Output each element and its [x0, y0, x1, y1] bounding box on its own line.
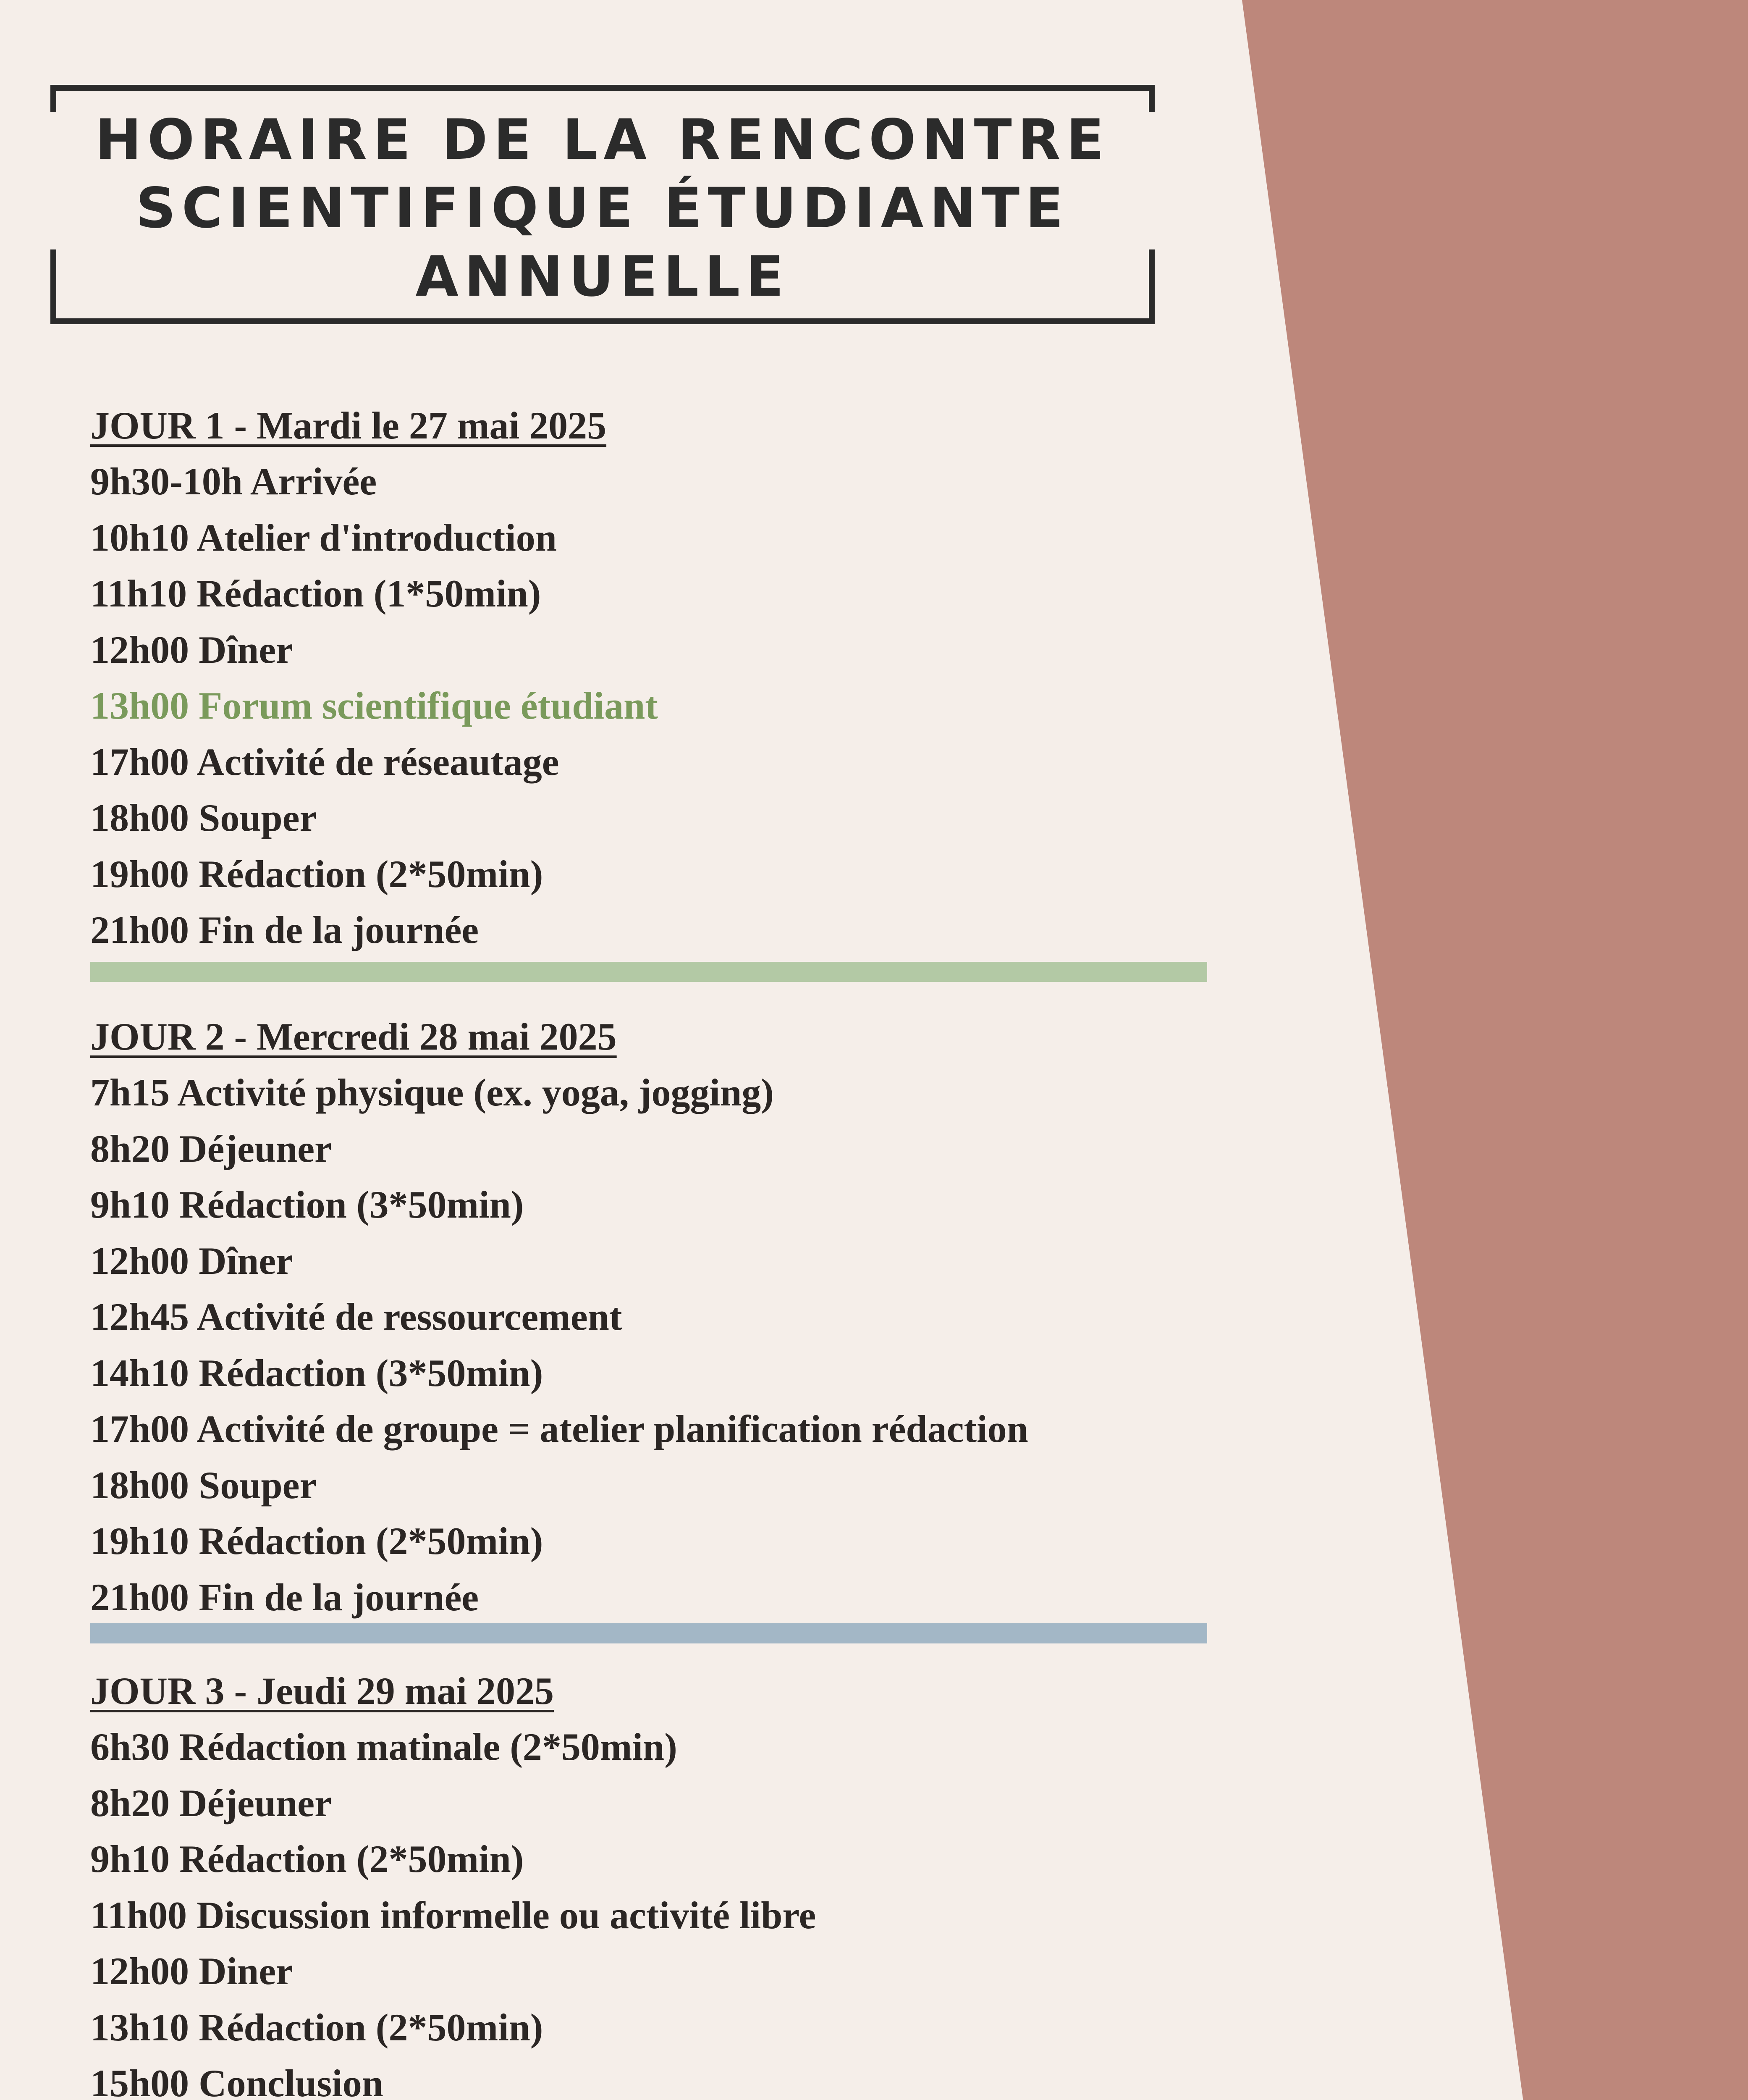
schedule-item: 11h00 Discussion informelle ou activité libre — [90, 1893, 816, 1937]
schedule-item: 14h10 Rédaction (3*50min) — [90, 1351, 543, 1394]
title-line-1: HORAIRE DE LA RENCONTRE — [95, 108, 1110, 172]
schedule-item: 10h10 Atelier d'introduction — [90, 516, 557, 559]
schedule-item: 8h20 Déjeuner — [90, 1781, 332, 1824]
day-3-schedule — [90, 1719, 1207, 2100]
page-title — [50, 106, 1155, 311]
day-2-schedule — [90, 1065, 1207, 1625]
schedule-item: 7h15 Activité physique (ex. yoga, jogging) — [90, 1071, 774, 1114]
schedule-item: 17h00 Activité de réseautage — [90, 740, 559, 783]
schedule-item: 18h00 Souper — [90, 796, 317, 839]
day-1-schedule — [90, 454, 1207, 958]
day-1-divider — [90, 962, 1207, 982]
day-1-heading: JOUR 1 - Mardi le 27 mai 2025 — [90, 404, 607, 447]
schedule-item: 21h00 Fin de la journée — [90, 1575, 479, 1619]
schedule-item: 18h00 Souper — [90, 1463, 317, 1507]
schedule-item: 19h00 Rédaction (2*50min) — [90, 852, 543, 895]
schedule-item: 17h00 Activité de groupe = atelier planification rédaction — [90, 1407, 1028, 1450]
schedule-item: 8h20 Déjeuner — [90, 1127, 332, 1170]
schedule-item-highlighted: 13h00 Forum scientifique étudiant — [90, 684, 658, 727]
day-3-heading: JOUR 3 - Jeudi 29 mai 2025 — [90, 1670, 554, 1712]
schedule-item: 12h00 Dîner — [90, 1239, 293, 1282]
schedule-item: 19h10 Rédaction (2*50min) — [90, 1520, 543, 1562]
schedule-item: 15h00 Conclusion — [90, 2062, 383, 2100]
schedule-item: 9h10 Rédaction (2*50min) — [90, 1838, 524, 1880]
day-2-section — [90, 1009, 1207, 1625]
schedule-item: 21h00 Fin de la journée — [90, 908, 479, 951]
day-2-heading: JOUR 2 - Mercredi 28 mai 2025 — [90, 1015, 617, 1058]
day-1-section — [90, 398, 1207, 958]
title-frame — [50, 85, 1155, 324]
schedule-item: 12h45 Activité de ressourcement — [90, 1295, 622, 1338]
schedule-item: 13h10 Rédaction (2*50min) — [90, 2006, 543, 2049]
title-line-2: SCIENTIFIQUE ÉTUDIANTE — [136, 176, 1069, 241]
title-line-3: ANNUELLE — [415, 244, 790, 309]
schedule-item: 11h10 Rédaction (1*50min) — [90, 572, 541, 615]
day-3-section — [90, 1663, 1207, 2100]
schedule-item: 9h30-10h Arrivée — [90, 460, 377, 503]
schedule-item: 9h10 Rédaction (3*50min) — [90, 1183, 524, 1226]
day-2-divider — [90, 1623, 1207, 1643]
schedule-item: 12h00 Dîner — [90, 628, 293, 671]
schedule-item: 6h30 Rédaction matinale (2*50min) — [90, 1725, 677, 1768]
schedule-item: 12h00 Diner — [90, 1950, 293, 1992]
